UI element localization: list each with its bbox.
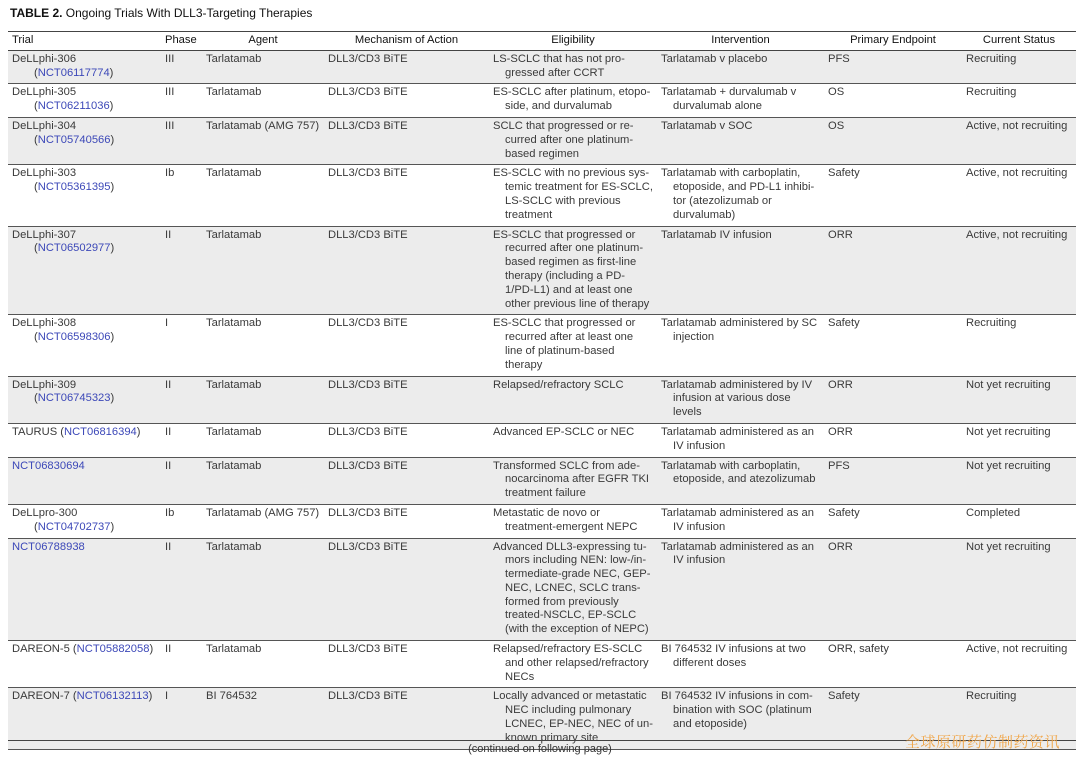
cell-trial — [8, 376, 161, 423]
cell-intervention — [657, 538, 824, 641]
cell-primary-endpoint-text: Safety — [828, 506, 860, 519]
cell-primary-endpoint-text: Safety — [828, 167, 860, 180]
cell-phase-text: I — [165, 690, 169, 703]
cell-intervention-text: Tarlatamab administered by IV infusion at various dose levels — [661, 378, 813, 419]
nct-link[interactable]: NCT05361395 — [37, 181, 111, 194]
cell-agent-text: Tarlatamab — [206, 540, 262, 553]
nct-link[interactable]: NCT05740566 — [37, 133, 111, 146]
nct-line: (NCT05361395) — [34, 181, 115, 194]
cell-mechanism-text: DLL3/CD3 BiTE — [328, 52, 408, 65]
cell-intervention-text: Tarlatamab v SOC — [661, 119, 753, 132]
trial-name: DeLLphi-304 — [12, 119, 77, 132]
cell-primary-endpoint — [824, 538, 962, 641]
cell-agent-text: Tarlatamab — [206, 228, 262, 241]
cell-primary-endpoint — [824, 457, 962, 504]
cell-eligibility — [489, 165, 657, 226]
cell-intervention — [657, 376, 824, 423]
header-phase: Phase — [165, 34, 197, 46]
cell-mechanism-text: DLL3/CD3 BiTE — [328, 425, 408, 438]
cell-current-status-text: Not yet recruiting — [966, 378, 1051, 391]
nct-link[interactable]: NCT06788938 — [12, 540, 85, 553]
cell-mechanism — [324, 376, 489, 423]
cell-mechanism-text: DLL3/CD3 BiTE — [328, 690, 408, 703]
cell-primary-endpoint — [824, 50, 962, 84]
table-row — [8, 423, 1076, 457]
cell-agent — [202, 165, 324, 226]
cell-trial — [8, 165, 161, 226]
cell-phase — [161, 504, 202, 538]
cell-mechanism-text: DLL3/CD3 BiTE — [328, 540, 408, 553]
cell-phase — [161, 117, 202, 164]
cell-primary-endpoint-text: ORR — [828, 228, 853, 241]
cell-primary-endpoint — [824, 376, 962, 423]
cell-trial — [8, 84, 161, 118]
cell-mechanism-text: DLL3/CD3 BiTE — [328, 86, 408, 99]
cell-current-status-text: Recruiting — [966, 690, 1017, 703]
cell-current-status — [962, 641, 1076, 688]
cell-intervention-text: BI 764532 IV infusions at two different doses — [661, 643, 806, 669]
cell-mechanism-text: DLL3/CD3 BiTE — [328, 643, 408, 656]
nct-link[interactable]: NCT06502977 — [37, 242, 111, 255]
trial-name: DeLLphi-308 — [12, 317, 77, 330]
cell-intervention — [657, 423, 824, 457]
cell-trial — [8, 538, 161, 641]
nct-link[interactable]: NCT04702737 — [37, 520, 111, 533]
cell-agent — [202, 538, 324, 641]
cell-phase — [161, 376, 202, 423]
nct-line: (NCT06211036) — [34, 100, 114, 113]
cell-current-status — [962, 376, 1076, 423]
cell-eligibility-text: ES-SCLC that progressed or recurred after at least one line of platinum-based therapy — [493, 317, 636, 371]
cell-intervention — [657, 117, 824, 164]
cell-eligibility — [489, 457, 657, 504]
trial-name: DeLLphi-303 — [12, 167, 77, 180]
cell-current-status-text: Completed — [966, 506, 1021, 519]
cell-primary-endpoint-text: ORR — [828, 378, 853, 391]
cell-phase — [161, 457, 202, 504]
cell-primary-endpoint-text: PFS — [828, 52, 850, 65]
cell-eligibility-text: Advanced EP-SCLC or NEC — [493, 425, 635, 438]
nct-link[interactable]: NCT06117774 — [37, 66, 110, 79]
table-row — [8, 84, 1076, 118]
cell-phase-text: III — [165, 119, 175, 132]
cell-trial — [8, 50, 161, 84]
table-row — [8, 641, 1076, 688]
cell-agent — [202, 315, 324, 376]
nct-link[interactable]: NCT06598306 — [37, 331, 111, 344]
cell-intervention-text: Tarlatamab IV infusion — [661, 228, 772, 241]
cell-primary-endpoint-text: OS — [828, 86, 845, 99]
nct-line: (NCT04702737) — [34, 520, 115, 533]
cell-eligibility — [489, 50, 657, 84]
cell-current-status-text: Active, not recruiting — [966, 167, 1068, 180]
cell-trial — [8, 117, 161, 164]
cell-eligibility — [489, 504, 657, 538]
cell-intervention — [657, 315, 824, 376]
table-row — [8, 457, 1076, 504]
cell-current-status — [962, 50, 1076, 84]
cell-eligibility-text: Metastatic de novo or treatment-emergent NEPC — [493, 506, 638, 533]
cell-mechanism-text: DLL3/CD3 BiTE — [328, 317, 408, 330]
nct-line: (NCT06745323) — [34, 392, 115, 405]
trials-table — [8, 31, 1076, 750]
cell-primary-endpoint — [824, 504, 962, 538]
cell-mechanism — [324, 165, 489, 226]
cell-mechanism-text: DLL3/CD3 BiTE — [328, 119, 408, 132]
table-row — [8, 376, 1076, 423]
cell-eligibility-text: Locally advanced or metastatic NEC including pulmonary LCNEC, EP-NEC, NEC of un-known primary site — [493, 690, 653, 744]
cell-agent — [202, 376, 324, 423]
trial-name: DeLLphi-306 — [12, 52, 77, 65]
cell-primary-endpoint — [824, 423, 962, 457]
cell-mechanism-text: DLL3/CD3 BiTE — [328, 228, 408, 241]
trial-name: DeLLpro-300 — [12, 506, 78, 519]
cell-current-status-text: Not yet recruiting — [966, 540, 1051, 553]
cell-current-status-text: Active, not recruiting — [966, 119, 1068, 132]
cell-mechanism — [324, 423, 489, 457]
cell-mechanism-text: DLL3/CD3 BiTE — [328, 167, 408, 180]
cell-eligibility — [489, 376, 657, 423]
cell-agent-text: Tarlatamab — [206, 52, 262, 65]
cell-phase-text: II — [165, 378, 172, 391]
header-current-status: Current Status — [982, 34, 1056, 46]
cell-intervention-text: BI 764532 IV infusions in com-bination with SOC (platinum and etoposide) — [661, 690, 813, 731]
cell-intervention-text: Tarlatamab administered by SC injection — [661, 317, 818, 344]
cell-eligibility — [489, 84, 657, 118]
cell-mechanism — [324, 226, 489, 315]
cell-current-status-text: Not yet recruiting — [966, 425, 1051, 438]
cell-intervention — [657, 50, 824, 84]
nct-line: (NCT05740566) — [34, 133, 115, 146]
trial-name: DAREON-7 — [12, 690, 70, 703]
nct-link[interactable]: NCT06132113 — [76, 690, 149, 703]
cell-agent-text: Tarlatamab — [206, 167, 262, 180]
cell-current-status — [962, 84, 1076, 118]
cell-phase-text: III — [165, 86, 175, 99]
header-agent: Agent — [248, 34, 278, 46]
cell-intervention-text: Tarlatamab with carboplatin, etoposide, and atezolizumab — [661, 459, 816, 486]
table-row — [8, 117, 1076, 164]
cell-phase-text: II — [165, 643, 172, 656]
cell-primary-endpoint-text: Safety — [828, 690, 860, 703]
trial-name: DAREON-5 — [12, 643, 70, 656]
cell-mechanism — [324, 117, 489, 164]
cell-mechanism — [324, 315, 489, 376]
cell-phase-text: II — [165, 228, 172, 241]
cell-phase-text: II — [165, 425, 172, 438]
trial-name: DeLLphi-305 — [12, 86, 77, 99]
cell-primary-endpoint — [824, 226, 962, 315]
header-eligibility: Eligibility — [551, 34, 595, 46]
cell-phase — [161, 423, 202, 457]
cell-current-status-text: Recruiting — [966, 86, 1017, 99]
nct-line: (NCT06502977) — [34, 242, 115, 255]
header-primary-endpoint: Primary Endpoint — [850, 34, 936, 46]
cell-mechanism — [324, 50, 489, 84]
cell-eligibility — [489, 226, 657, 315]
table-title — [10, 6, 312, 20]
trial-name: TAURUS — [12, 425, 58, 438]
cell-phase-text: II — [165, 459, 172, 472]
cell-intervention — [657, 226, 824, 315]
cell-current-status — [962, 315, 1076, 376]
trial-name: DeLLphi-309 — [12, 378, 77, 391]
cell-mechanism — [324, 641, 489, 688]
cell-current-status — [962, 226, 1076, 315]
cell-current-status — [962, 457, 1076, 504]
cell-intervention-text: Tarlatamab v placebo — [661, 52, 768, 65]
cell-agent-text: Tarlatamab (AMG 757) — [206, 119, 320, 132]
cell-current-status — [962, 117, 1076, 164]
cell-intervention — [657, 84, 824, 118]
cell-agent-text: Tarlatamab — [206, 425, 262, 438]
cell-eligibility — [489, 641, 657, 688]
nct-link[interactable]: NCT06830694 — [12, 459, 85, 472]
cell-eligibility — [489, 538, 657, 641]
cell-primary-endpoint-text: OS — [828, 119, 845, 132]
cell-agent — [202, 641, 324, 688]
cell-eligibility-text: Relapsed/refractory ES-SCLC and other relapsed/refractory NECs — [493, 643, 649, 683]
cell-current-status-text: Active, not recruiting — [966, 643, 1068, 656]
cell-primary-endpoint — [824, 84, 962, 118]
table-label: TABLE 2. — [10, 6, 63, 20]
cell-mechanism-text: DLL3/CD3 BiTE — [328, 506, 408, 519]
header-trial: Trial — [12, 34, 34, 46]
cell-intervention — [657, 504, 824, 538]
cell-eligibility — [489, 117, 657, 164]
cell-intervention-text: Tarlatamab administered as an IV infusion — [661, 540, 814, 567]
cell-current-status — [962, 423, 1076, 457]
cell-intervention — [657, 457, 824, 504]
table-caption: Ongoing Trials With DLL3-Targeting Therapies — [65, 6, 313, 20]
cell-mechanism — [324, 84, 489, 118]
cell-trial — [8, 226, 161, 315]
trial-name: DeLLphi-307 — [12, 228, 77, 241]
cell-trial — [8, 315, 161, 376]
nct-link[interactable]: NCT06745323 — [37, 392, 111, 405]
cell-phase-text: II — [165, 540, 172, 553]
cell-mechanism — [324, 457, 489, 504]
cell-eligibility — [489, 315, 657, 376]
cell-mechanism — [324, 504, 489, 538]
cell-agent — [202, 504, 324, 538]
cell-primary-endpoint-text: PFS — [828, 459, 850, 472]
nct-line: (NCT06598306) — [34, 331, 115, 344]
cell-agent — [202, 117, 324, 164]
cell-agent-text: BI 764532 — [206, 690, 258, 703]
cell-trial: DAREON-5 (NCT05882058) — [8, 641, 161, 688]
cell-mechanism-text: DLL3/CD3 BiTE — [328, 378, 408, 391]
cell-trial — [8, 457, 161, 504]
cell-mechanism-text: DLL3/CD3 BiTE — [328, 459, 408, 472]
cell-eligibility-text: SCLC that progressed or re-curred after one platinum-based regimen — [493, 119, 634, 160]
table-row — [8, 226, 1076, 315]
header-intervention: Intervention — [711, 34, 770, 46]
cell-primary-endpoint-text: ORR — [828, 540, 853, 553]
cell-eligibility-text: LS-SCLC that has not pro-gressed after CCRT — [493, 52, 625, 79]
nct-line: (NCT06117774) — [34, 66, 114, 79]
cell-eligibility — [489, 423, 657, 457]
cell-current-status — [962, 538, 1076, 641]
cell-current-status-text: Active, not recruiting — [966, 228, 1068, 241]
table-row — [8, 504, 1076, 538]
cell-agent — [202, 226, 324, 315]
cell-agent-text: Tarlatamab — [206, 643, 262, 656]
cell-phase — [161, 315, 202, 376]
cell-phase-text: I — [165, 317, 169, 330]
cell-phase — [161, 226, 202, 315]
table-row — [8, 165, 1076, 226]
cell-eligibility-text: Relapsed/refractory SCLC — [493, 378, 624, 391]
cell-primary-endpoint-text: Safety — [828, 317, 860, 330]
cell-primary-endpoint — [824, 641, 962, 688]
cell-primary-endpoint — [824, 315, 962, 376]
table-row — [8, 315, 1076, 376]
watermark: 全球原研药仿制药资讯 — [904, 733, 1060, 751]
cell-primary-endpoint-text: ORR, safety — [828, 643, 889, 656]
cell-phase-text: Ib — [165, 167, 175, 180]
cell-agent-text: Tarlatamab — [206, 317, 262, 330]
cell-agent-text: Tarlatamab (AMG 757) — [206, 506, 320, 519]
nct-link[interactable]: NCT05882058 — [76, 643, 150, 656]
cell-phase-text: Ib — [165, 506, 175, 519]
cell-eligibility-text: Transformed SCLC from ade-nocarcinoma after EGFR TKI treatment failure — [493, 459, 650, 500]
cell-agent-text: Tarlatamab — [206, 378, 262, 391]
cell-current-status-text: Recruiting — [966, 52, 1017, 65]
table-row — [8, 50, 1076, 84]
cell-mechanism — [324, 538, 489, 641]
cell-eligibility-text: ES-SCLC with no previous sys-temic treatment for ES-SCLC, LS-SCLC with previous treatment — [493, 167, 653, 221]
cell-eligibility-text: ES-SCLC that progressed or recurred after one platinum-based regimen as first-line therapy (including a PD-1/PD-L1) and at least one other previous line of therapy — [493, 228, 650, 310]
cell-primary-endpoint — [824, 165, 962, 226]
cell-intervention — [657, 165, 824, 226]
cell-intervention-text: Tarlatamab + durvalumab v durvalumab alone — [661, 86, 797, 113]
cell-trial: TAURUS (NCT06816394) — [8, 423, 161, 457]
cell-agent-text: Tarlatamab — [206, 459, 262, 472]
cell-phase — [161, 538, 202, 641]
cell-trial — [8, 504, 161, 538]
table-body — [8, 50, 1076, 749]
cell-phase — [161, 165, 202, 226]
cell-phase-text: III — [165, 52, 175, 65]
cell-primary-endpoint-text: ORR — [828, 425, 853, 438]
cell-agent-text: Tarlatamab — [206, 86, 262, 99]
header-row — [8, 32, 1076, 51]
cell-current-status-text: Not yet recruiting — [966, 459, 1051, 472]
cell-phase — [161, 641, 202, 688]
continued-note: (continued on following page) — [468, 743, 612, 755]
cell-intervention — [657, 641, 824, 688]
cell-trial: DAREON-7 (NCT06132113) — [8, 688, 161, 749]
cell-agent — [202, 84, 324, 118]
cell-agent — [202, 423, 324, 457]
cell-current-status — [962, 165, 1076, 226]
cell-intervention-text: Tarlatamab administered as an IV infusion — [661, 506, 814, 533]
nct-link[interactable]: NCT06211036 — [37, 100, 110, 113]
cell-phase — [161, 84, 202, 118]
table-row — [8, 538, 1076, 641]
cell-intervention-text: Tarlatamab administered as an IV infusion — [661, 425, 814, 452]
cell-agent — [202, 50, 324, 84]
cell-primary-endpoint — [824, 117, 962, 164]
nct-link[interactable]: NCT06816394 — [64, 425, 137, 438]
cell-current-status-text: Recruiting — [966, 317, 1017, 330]
cell-phase — [161, 50, 202, 84]
cell-current-status — [962, 504, 1076, 538]
cell-agent — [202, 457, 324, 504]
cell-intervention-text: Tarlatamab with carboplatin, etoposide, and PD-L1 inhibi-tor (atezolizumab or durvalumab) — [661, 167, 815, 221]
cell-eligibility-text: ES-SCLC after platinum, etopo-side, and durvalumab — [493, 86, 651, 113]
cell-eligibility-text: Advanced DLL3-expressing tu-mors including NEN: low-/in-termediate-grade NEC, GEP-NEC, LCNEC, SCLC trans-formed from previously treated-NSCLC, EP-SCLC (with the exception of NEPC) — [493, 540, 651, 636]
header-mechanism: Mechanism of Action — [354, 34, 459, 46]
